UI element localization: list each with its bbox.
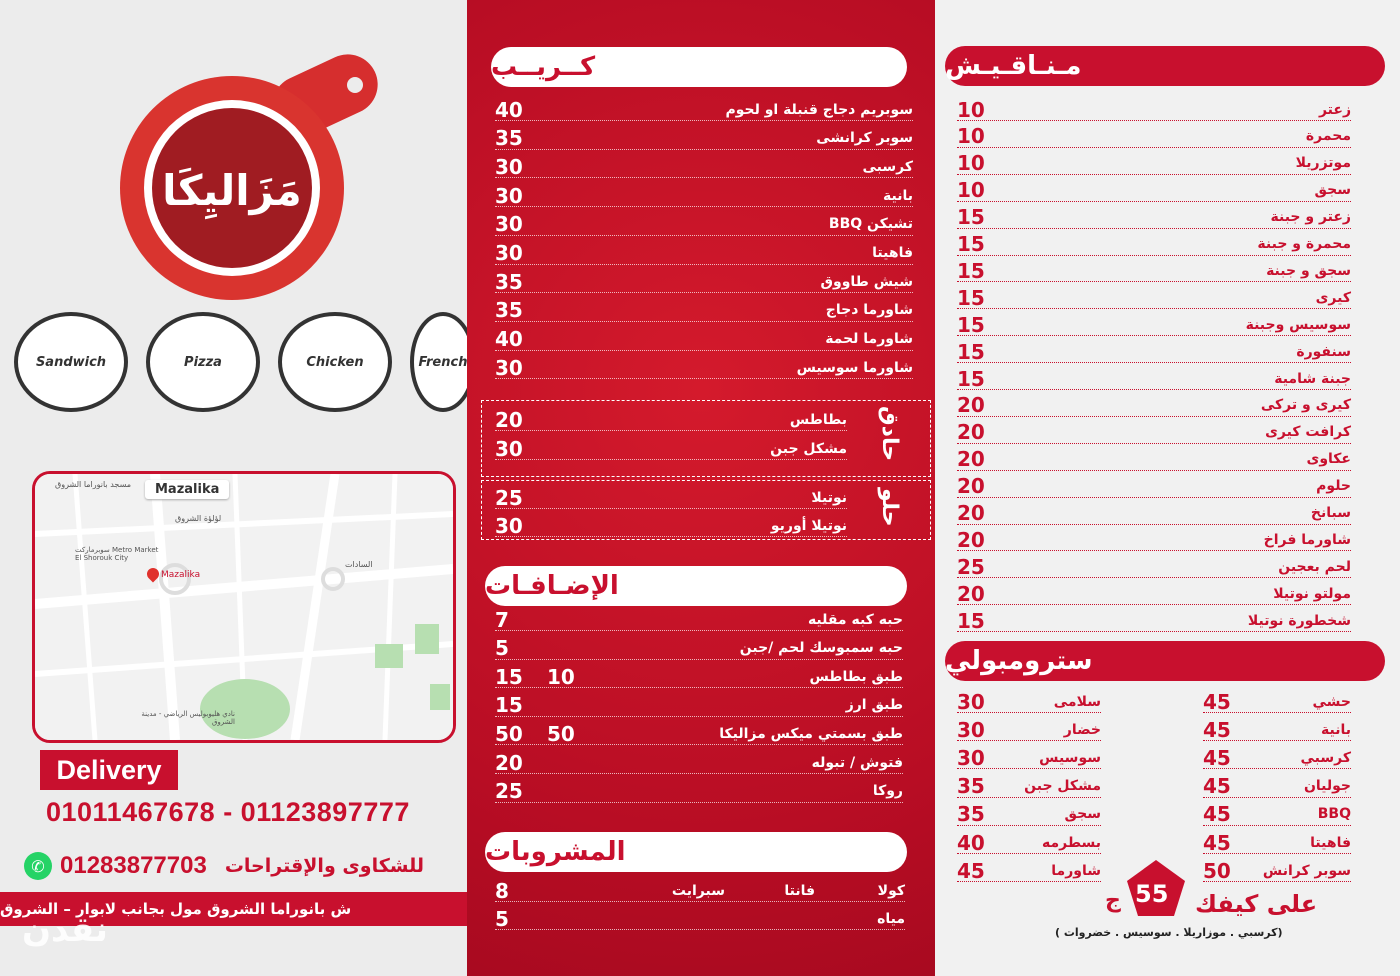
dotted-leader	[495, 901, 905, 902]
menu-item-row	[957, 607, 1351, 634]
item-price: 30	[495, 241, 523, 265]
icon-label: Pizza	[184, 354, 222, 370]
item-price: 35	[495, 269, 523, 294]
item-name: سوسيس وجبنة	[1245, 316, 1351, 333]
menu-item-row	[957, 744, 1101, 771]
menu-item-row	[495, 182, 913, 209]
icon-label: French	[418, 354, 468, 370]
dotted-leader	[495, 177, 913, 178]
watermark-logo: نقدن	[22, 910, 108, 950]
item-name: سنفورة	[1296, 343, 1351, 360]
item-price: 35	[495, 126, 523, 151]
item-name: جوليان	[1303, 778, 1351, 795]
dotted-leader	[495, 773, 903, 774]
item-price: 30	[495, 513, 523, 538]
menu-item-row	[495, 153, 913, 180]
menu-item-row	[957, 257, 1351, 284]
whatsapp-icon[interactable]: ✆	[24, 852, 52, 880]
menu-item-row	[1203, 744, 1351, 771]
item-price-secondary: 50	[547, 721, 575, 746]
item-name: شيش طاووق	[820, 273, 913, 290]
stromboli-title: سترومبولي	[945, 646, 1093, 676]
dotted-leader	[957, 389, 1351, 390]
item-price: 30	[495, 154, 523, 179]
item-price: 20	[957, 527, 985, 552]
item-price: 50	[495, 721, 523, 746]
complaint-label: للشكاوى والإقتراحات	[224, 855, 424, 877]
dotted-leader	[495, 264, 913, 265]
item-name: فاهيتا	[1310, 834, 1351, 851]
dotted-leader	[957, 550, 1351, 551]
item-price: 45	[1203, 774, 1231, 799]
item-name: حشي	[1312, 693, 1351, 710]
item-name: سجق و جبنة	[1266, 262, 1351, 279]
dotted-leader	[495, 459, 847, 460]
item-name: كرسبى	[862, 158, 913, 175]
item-name: طبق ارز	[845, 697, 903, 714]
menu-item-row	[957, 392, 1351, 419]
map-label-club: نادي هليوبوليس الرياضي - مدينة الشروق	[141, 710, 235, 726]
dotted-leader	[1203, 768, 1351, 769]
deal-unit: ج	[1105, 888, 1121, 913]
item-price: 15	[957, 258, 985, 283]
item-price: 25	[957, 554, 985, 579]
menu-item-row	[957, 688, 1101, 715]
item-name: كيرى و تركى	[1260, 397, 1351, 414]
menu-item-row	[495, 268, 913, 295]
dotted-leader	[957, 120, 1351, 121]
dotted-leader	[1203, 797, 1351, 798]
menu-item-row	[495, 749, 903, 776]
dotted-leader	[495, 630, 903, 631]
item-price: 15	[957, 205, 985, 230]
menu-item-row	[957, 526, 1351, 553]
item-name: سوبر كرانش	[1262, 862, 1351, 879]
dotted-leader	[957, 825, 1101, 826]
menu-item-row	[1203, 773, 1351, 800]
complaint-phone[interactable]: 01283877703	[60, 852, 207, 879]
drinks-row	[495, 905, 905, 932]
item-name: محمرة	[1305, 128, 1351, 145]
menu-item-row	[1203, 716, 1351, 743]
menu-item-row	[495, 125, 913, 152]
item-price: 7	[495, 607, 509, 632]
item-name: فاهيتا	[872, 245, 913, 261]
item-name: كيرى	[1315, 289, 1351, 306]
dotted-leader	[495, 508, 847, 509]
menu-item-row	[957, 123, 1351, 150]
item-name: حبه كبه مقليه	[807, 611, 903, 628]
dotted-leader	[1203, 825, 1351, 826]
item-name: موتزريلا	[1295, 155, 1351, 172]
menu-item-row	[495, 326, 913, 353]
dotted-leader	[957, 497, 1351, 498]
map-label-market: سوبرماركت Metro Market El Shorouk City	[75, 546, 159, 562]
item-name: سوبريم دجاج قنبلة او لحوم	[725, 101, 913, 118]
dotted-leader	[495, 659, 903, 660]
item-price: 40	[495, 327, 523, 352]
complaints-line	[24, 852, 424, 880]
item-name: عكاوى	[1306, 451, 1351, 468]
deal-title: على كيفك	[1195, 890, 1318, 918]
item-price-secondary: 10	[547, 664, 575, 689]
dotted-leader	[495, 321, 913, 322]
location-map[interactable]	[32, 471, 456, 743]
dotted-leader	[957, 335, 1351, 336]
item-price: 15	[495, 693, 523, 718]
item-name: BBQ	[1317, 806, 1351, 823]
item-name: طبق بسمتي ميكس مزاليكا	[719, 725, 903, 742]
icon-label: Sandwich	[35, 354, 107, 370]
item-name: بطاطس	[789, 411, 847, 428]
item-price: 10	[957, 97, 985, 122]
item-name: سلامى	[1053, 693, 1101, 710]
item-name: سوسيس	[1039, 749, 1101, 766]
item-name: سجق	[1064, 806, 1101, 823]
item-price: 40	[495, 97, 523, 122]
menu-item-row	[957, 204, 1351, 231]
dotted-leader	[957, 147, 1351, 148]
deal-note: (كرسبي . موزاريلا . سوسيس . خضروات )	[1055, 926, 1283, 939]
middle-panel	[467, 0, 935, 976]
menu-item-row	[1203, 829, 1351, 856]
item-price: 15	[957, 366, 985, 391]
dotted-leader	[1203, 853, 1351, 854]
menu-item-row	[957, 96, 1351, 123]
delivery-badge: Delivery	[40, 750, 178, 790]
item-name: بانية	[1321, 721, 1351, 738]
dotted-leader	[957, 797, 1101, 798]
dotted-leader	[957, 255, 1351, 256]
item-price: 15	[957, 285, 985, 310]
dotted-leader	[957, 577, 1351, 578]
dotted-leader	[495, 929, 905, 930]
menu-item-row	[495, 96, 913, 123]
drinks-price: 5	[495, 906, 509, 931]
item-price: 20	[957, 393, 985, 418]
sandwich-icon	[14, 312, 128, 412]
menu-item-row	[957, 801, 1101, 828]
menu-item-row	[957, 580, 1351, 607]
menu-item-row	[495, 692, 903, 719]
dotted-leader	[957, 174, 1351, 175]
item-name: كرسبي	[1300, 749, 1351, 766]
delivery-phones[interactable]: 01011467678 - 01123897777	[46, 797, 410, 827]
item-name: شاورما سوسيس	[796, 359, 913, 376]
dotted-leader	[957, 470, 1351, 471]
menu-item-row	[957, 419, 1351, 446]
item-name: محمرة و جبنة	[1257, 236, 1351, 252]
icon-label: Chicken	[306, 354, 364, 370]
menu-item-row	[495, 435, 847, 462]
sweet-tag: حلو	[877, 488, 902, 527]
map-roads	[35, 474, 453, 740]
item-price: 35	[957, 774, 985, 799]
manakish-title: مـنـاقـيـش	[945, 51, 1082, 81]
drink-sprite: سبرايت	[671, 882, 725, 899]
item-price: 20	[957, 581, 985, 606]
menu-item-row	[495, 663, 903, 690]
dotted-leader	[495, 802, 903, 803]
item-price: 20	[957, 420, 985, 445]
item-name: نوتيلا أوريو	[770, 517, 847, 534]
menu-item-row	[495, 211, 913, 238]
menu-item-row	[957, 773, 1101, 800]
menu-item-row	[495, 406, 847, 433]
map-label-pearl: لؤلؤة الشروق	[175, 514, 222, 523]
menu-item-row	[495, 512, 847, 539]
item-name: زعتر و جبنة	[1270, 209, 1351, 226]
menu-item-row	[957, 150, 1351, 177]
item-name: طبق بطاطس	[809, 668, 903, 685]
dotted-leader	[495, 536, 847, 537]
menu-item-row	[957, 446, 1351, 473]
drink-fanta: فانتا	[784, 882, 815, 899]
item-name: تشيكن BBQ	[828, 216, 913, 233]
item-price: 45	[1203, 717, 1231, 742]
item-price: 45	[1203, 745, 1231, 770]
dotted-leader	[495, 744, 903, 745]
item-price: 45	[1203, 689, 1231, 714]
menu-item-row	[957, 716, 1101, 743]
dotted-leader	[495, 350, 913, 351]
drinks-row	[495, 877, 905, 904]
dotted-leader	[957, 308, 1351, 309]
drink-cola: كولا	[877, 882, 905, 899]
dotted-leader	[957, 604, 1351, 605]
item-name: سبانخ	[1310, 505, 1351, 521]
brand-name: مَزَاليِكَا	[162, 166, 302, 215]
dotted-leader	[495, 149, 913, 150]
item-price: 20	[495, 750, 523, 775]
item-price: 30	[495, 355, 523, 380]
item-name: لحم بعجين	[1278, 558, 1351, 575]
map-title-box	[145, 480, 229, 499]
dotted-leader	[495, 120, 913, 121]
item-price: 40	[957, 830, 985, 855]
brand-logo	[120, 40, 380, 304]
dotted-leader	[957, 228, 1351, 229]
item-name: خضار	[1063, 721, 1101, 738]
item-price: 20	[957, 447, 985, 472]
crepe-title: كــريــب	[491, 52, 596, 82]
item-name: مشكل جبن	[1024, 778, 1101, 795]
menu-item-row	[957, 553, 1351, 580]
item-name: نوتيلا	[811, 489, 847, 506]
item-price: 30	[495, 183, 523, 208]
dotted-leader	[957, 740, 1101, 741]
drinks-title: المشروبات	[485, 837, 626, 867]
item-name: مولتو نوتيلا	[1273, 585, 1351, 602]
item-price: 45	[1203, 802, 1231, 827]
menu-item-row	[957, 500, 1351, 527]
map-pin-label: Mazalika	[161, 570, 201, 580]
item-name: روكا	[872, 783, 903, 800]
additions-title: الإضـافـات	[485, 571, 619, 601]
menu-item-row	[957, 473, 1351, 500]
dotted-leader	[957, 281, 1351, 282]
item-price: 30	[957, 689, 985, 714]
menu-item-row	[957, 829, 1101, 856]
menu-item-row	[495, 606, 903, 633]
item-price: 15	[957, 339, 985, 364]
menu-item-row	[957, 365, 1351, 392]
item-name: سوبر كرانشى	[816, 130, 913, 147]
menu-item-row	[495, 297, 913, 324]
dotted-leader	[957, 768, 1101, 769]
item-name: حبه سمبوسك لحم /جبن	[739, 640, 903, 657]
item-price: 25	[495, 485, 523, 510]
item-name: مشكل جبن	[770, 440, 847, 457]
menu-item-row	[1203, 801, 1351, 828]
item-name: جبنة شامية	[1274, 370, 1351, 387]
drink-water: مياه	[877, 910, 905, 927]
item-price: 5	[495, 636, 509, 661]
stromboli-header	[945, 641, 1385, 681]
item-name: زعتر	[1318, 101, 1351, 118]
additions-header	[485, 566, 907, 606]
item-price: 20	[495, 407, 523, 432]
item-price: 45	[1203, 830, 1231, 855]
item-price: 35	[495, 298, 523, 323]
dotted-leader	[957, 201, 1351, 202]
item-name: شاورما لحمة	[825, 331, 913, 348]
dotted-leader	[957, 631, 1351, 632]
menu-item-row	[957, 231, 1351, 258]
menu-item-row	[495, 720, 903, 747]
menu-item-row	[957, 311, 1351, 338]
item-price: 30	[495, 436, 523, 461]
dotted-leader	[495, 430, 847, 431]
right-panel	[935, 0, 1400, 976]
chicken-icon	[278, 312, 392, 412]
menu-item-row	[495, 484, 847, 511]
item-price: 10	[957, 124, 985, 149]
menu-item-row	[495, 240, 913, 267]
map-label-sadat: السادات	[345, 560, 373, 569]
dotted-leader	[957, 853, 1101, 854]
item-name: حلوم	[1316, 478, 1351, 495]
menu-item-row	[957, 284, 1351, 311]
item-price: 10	[957, 151, 985, 176]
dotted-leader	[1203, 712, 1351, 713]
menu-item-row	[495, 354, 913, 381]
deal-box	[1055, 858, 1355, 948]
item-price: 30	[957, 717, 985, 742]
menu-item-row	[1203, 688, 1351, 715]
item-price: 20	[957, 501, 985, 525]
dotted-leader	[495, 292, 913, 293]
dotted-leader	[495, 378, 913, 379]
item-name: بانية	[883, 187, 913, 204]
manakish-header	[945, 46, 1385, 86]
dotted-leader	[495, 687, 903, 688]
dotted-leader	[957, 362, 1351, 363]
item-price: 15	[957, 312, 985, 337]
item-price: 15	[957, 232, 985, 256]
map-label-mosque: مسجد بانوراما الشروق	[55, 480, 131, 489]
menu-item-row	[495, 635, 903, 662]
item-price: 50	[1203, 858, 1231, 883]
map-place-label: Mazalika	[155, 482, 220, 497]
dotted-leader	[957, 443, 1351, 444]
menu-item-row	[957, 338, 1351, 365]
dotted-leader	[957, 416, 1351, 417]
dotted-leader	[495, 235, 913, 236]
item-name: شاورما فراخ	[1263, 531, 1351, 548]
drinks-header	[485, 832, 907, 872]
savory-tag: حادق	[877, 406, 902, 462]
item-name: فتوش / تبوله	[811, 754, 903, 771]
address-text: ش بانوراما الشروق مول بجانب لابوار – الشروق	[0, 900, 352, 918]
drinks-price: 8	[495, 878, 509, 903]
dotted-leader	[495, 716, 903, 717]
dotted-leader	[495, 206, 913, 207]
dotted-leader	[957, 524, 1351, 525]
item-price: 15	[495, 664, 523, 689]
item-price: 30	[957, 745, 985, 770]
dotted-leader	[957, 712, 1101, 713]
item-price: 10	[957, 178, 985, 203]
item-price: 15	[957, 608, 985, 633]
item-name: شاورما	[1051, 862, 1101, 879]
menu-item-row	[495, 778, 903, 805]
item-price: 45	[957, 858, 985, 883]
item-price: 20	[957, 474, 985, 499]
category-icons	[14, 312, 476, 412]
menu-item-row	[957, 177, 1351, 204]
deal-price: 55	[1135, 880, 1169, 908]
item-price: 35	[957, 802, 985, 827]
item-name: كرافت كيرى	[1265, 424, 1351, 441]
item-name: شخطورة نوتيلا	[1247, 612, 1351, 629]
pizza-icon	[146, 312, 260, 412]
dotted-leader	[1203, 740, 1351, 741]
item-name: بسطرمه	[1041, 834, 1101, 851]
crepe-header	[491, 47, 907, 87]
item-price: 30	[495, 212, 523, 237]
item-name: سجق	[1314, 182, 1351, 199]
item-price: 25	[495, 779, 523, 804]
left-panel	[0, 0, 467, 976]
item-name: شاورما دجاج	[825, 302, 913, 319]
